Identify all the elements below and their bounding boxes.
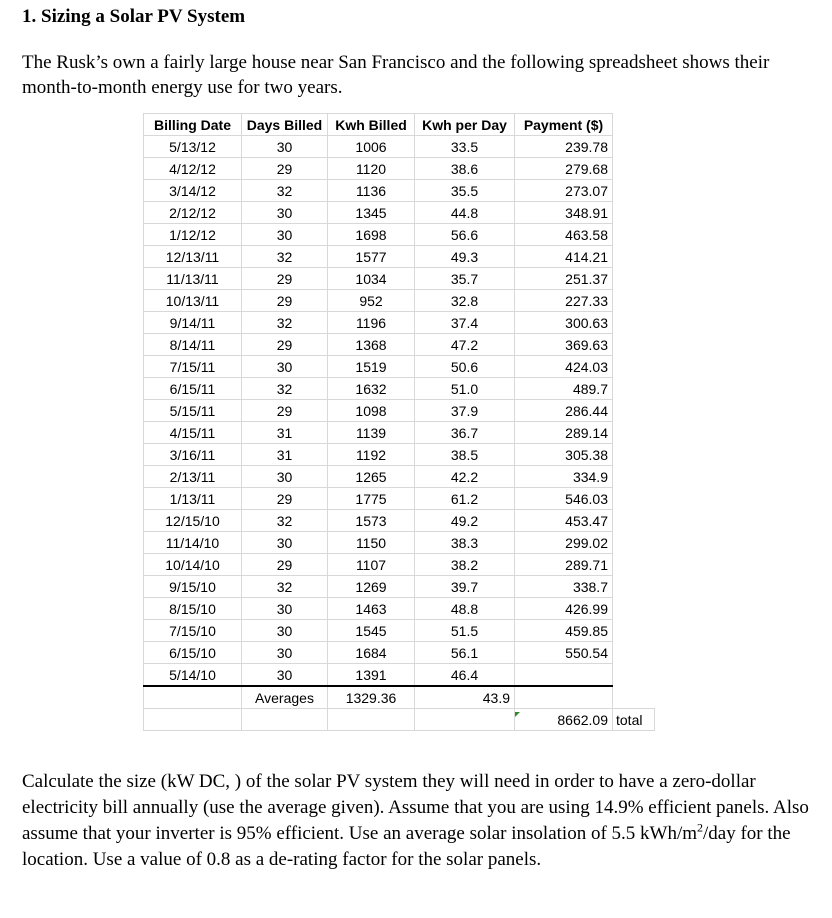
payment-cell: 453.47 bbox=[515, 510, 613, 532]
days-billed-cell: 29 bbox=[242, 158, 328, 180]
payment-cell: 279.68 bbox=[515, 158, 613, 180]
row-extra-empty bbox=[613, 532, 655, 554]
row-extra-empty bbox=[613, 510, 655, 532]
billing-date-cell: 11/14/10 bbox=[144, 532, 242, 554]
row-extra-empty bbox=[613, 576, 655, 598]
question-superscript: 2 bbox=[697, 820, 704, 835]
payment-cell: 227.33 bbox=[515, 290, 613, 312]
days-billed-cell: 30 bbox=[242, 598, 328, 620]
kwh-per-day-cell: 50.6 bbox=[415, 356, 515, 378]
kwh-billed-cell: 1120 bbox=[328, 158, 415, 180]
table-row bbox=[144, 664, 655, 687]
payment-cell: 546.03 bbox=[515, 488, 613, 510]
table-row bbox=[144, 312, 655, 334]
row-extra-empty bbox=[613, 356, 655, 378]
averages-label: Averages bbox=[242, 686, 328, 709]
payment-cell: 289.71 bbox=[515, 554, 613, 576]
billing-date-cell: 3/16/11 bbox=[144, 444, 242, 466]
payment-cell: 426.99 bbox=[515, 598, 613, 620]
total-empty-cell-1 bbox=[144, 709, 242, 731]
payment-cell: 286.44 bbox=[515, 400, 613, 422]
total-empty-cell-3 bbox=[328, 709, 415, 731]
table-row bbox=[144, 422, 655, 444]
billing-date-cell: 7/15/11 bbox=[144, 356, 242, 378]
payment-cell: 289.14 bbox=[515, 422, 613, 444]
kwh-billed-cell: 1775 bbox=[328, 488, 415, 510]
days-billed-cell: 30 bbox=[242, 532, 328, 554]
payment-cell: 338.7 bbox=[515, 576, 613, 598]
row-extra-empty bbox=[613, 158, 655, 180]
averages-row bbox=[144, 686, 655, 709]
kwh-billed-cell: 1192 bbox=[328, 444, 415, 466]
kwh-billed-cell: 1345 bbox=[328, 202, 415, 224]
kwh-per-day-cell: 49.2 bbox=[415, 510, 515, 532]
table-row bbox=[144, 158, 655, 180]
row-extra-empty bbox=[613, 664, 655, 687]
days-billed-cell: 32 bbox=[242, 180, 328, 202]
kwh-per-day-cell: 38.5 bbox=[415, 444, 515, 466]
billing-date-cell: 11/13/11 bbox=[144, 268, 242, 290]
row-extra-empty bbox=[613, 554, 655, 576]
billing-date-cell: 12/15/10 bbox=[144, 510, 242, 532]
payment-cell: 239.78 bbox=[515, 136, 613, 158]
billing-date-cell: 7/15/10 bbox=[144, 620, 242, 642]
payment-cell: 348.91 bbox=[515, 202, 613, 224]
days-billed-cell: 29 bbox=[242, 334, 328, 356]
kwh-billed-cell: 1545 bbox=[328, 620, 415, 642]
days-billed-cell: 32 bbox=[242, 576, 328, 598]
kwh-per-day-cell: 35.7 bbox=[415, 268, 515, 290]
row-extra-empty bbox=[613, 224, 655, 246]
kwh-billed-cell: 1463 bbox=[328, 598, 415, 620]
days-billed-cell: 30 bbox=[242, 202, 328, 224]
days-billed-cell: 31 bbox=[242, 422, 328, 444]
kwh-per-day-cell: 56.1 bbox=[415, 642, 515, 664]
billing-date-cell: 2/13/11 bbox=[144, 466, 242, 488]
days-billed-cell: 30 bbox=[242, 620, 328, 642]
days-billed-cell: 29 bbox=[242, 400, 328, 422]
kwh-billed-cell: 1150 bbox=[328, 532, 415, 554]
kwh-billed-cell: 1632 bbox=[328, 378, 415, 400]
row-extra-empty bbox=[613, 444, 655, 466]
question-text-1: Calculate the size (kW DC, ) of the solar PV system they will need in order to have a zero-dollar electricity bill annually (use the average given). Assume that you are using 14.9% efficient panels. Also assume that your inverter is 95% efficient. Use an average solar insolation of 5.5 kWh/m bbox=[22, 771, 809, 844]
billing-date-cell: 4/12/12 bbox=[144, 158, 242, 180]
row-extra-empty bbox=[613, 180, 655, 202]
table-row bbox=[144, 290, 655, 312]
billing-date-cell: 4/15/11 bbox=[144, 422, 242, 444]
row-extra-empty bbox=[613, 312, 655, 334]
kwh-per-day-cell: 37.9 bbox=[415, 400, 515, 422]
billing-date-cell: 6/15/10 bbox=[144, 642, 242, 664]
billing-date-cell: 5/14/10 bbox=[144, 664, 242, 687]
kwh-billed-cell: 1006 bbox=[328, 136, 415, 158]
kwh-per-day-cell: 48.8 bbox=[415, 598, 515, 620]
header-billing-date: Billing Date bbox=[144, 114, 242, 136]
days-billed-cell: 30 bbox=[242, 356, 328, 378]
payment-cell: 251.37 bbox=[515, 268, 613, 290]
averages-payment-empty bbox=[515, 686, 613, 709]
kwh-per-day-cell: 42.2 bbox=[415, 466, 515, 488]
header-payment: Payment ($) bbox=[515, 114, 613, 136]
average-kwh-billed: 1329.36 bbox=[328, 686, 415, 709]
kwh-billed-cell: 1269 bbox=[328, 576, 415, 598]
row-extra-empty bbox=[613, 466, 655, 488]
days-billed-cell: 32 bbox=[242, 378, 328, 400]
kwh-billed-cell: 952 bbox=[328, 290, 415, 312]
kwh-per-day-cell: 44.8 bbox=[415, 202, 515, 224]
row-extra-empty bbox=[613, 620, 655, 642]
payment-cell bbox=[515, 664, 613, 687]
payment-cell: 459.85 bbox=[515, 620, 613, 642]
total-label: total bbox=[613, 709, 655, 731]
total-empty-cell-2 bbox=[242, 709, 328, 731]
table-row bbox=[144, 466, 655, 488]
averages-empty-cell bbox=[144, 686, 242, 709]
total-payment: 8662.09 bbox=[557, 711, 608, 728]
billing-date-cell: 5/13/12 bbox=[144, 136, 242, 158]
kwh-per-day-cell: 46.4 bbox=[415, 664, 515, 687]
billing-date-cell: 10/13/11 bbox=[144, 290, 242, 312]
billing-date-cell: 6/15/11 bbox=[144, 378, 242, 400]
kwh-billed-cell: 1519 bbox=[328, 356, 415, 378]
kwh-per-day-cell: 39.7 bbox=[415, 576, 515, 598]
table-row bbox=[144, 334, 655, 356]
row-extra-empty bbox=[613, 378, 655, 400]
table-row bbox=[144, 598, 655, 620]
billing-date-cell: 5/15/11 bbox=[144, 400, 242, 422]
kwh-per-day-cell: 35.5 bbox=[415, 180, 515, 202]
table-row bbox=[144, 246, 655, 268]
payment-cell: 305.38 bbox=[515, 444, 613, 466]
kwh-per-day-cell: 49.3 bbox=[415, 246, 515, 268]
table-row bbox=[144, 532, 655, 554]
days-billed-cell: 30 bbox=[242, 664, 328, 687]
table-row bbox=[144, 136, 655, 158]
payment-cell: 489.7 bbox=[515, 378, 613, 400]
payment-cell: 424.03 bbox=[515, 356, 613, 378]
payment-cell: 300.63 bbox=[515, 312, 613, 334]
table-row bbox=[144, 202, 655, 224]
header-kwh-per-day: Kwh per Day bbox=[415, 114, 515, 136]
billing-date-cell: 9/14/11 bbox=[144, 312, 242, 334]
row-extra-empty bbox=[613, 488, 655, 510]
days-billed-cell: 32 bbox=[242, 246, 328, 268]
days-billed-cell: 32 bbox=[242, 510, 328, 532]
kwh-per-day-cell: 38.3 bbox=[415, 532, 515, 554]
kwh-billed-cell: 1391 bbox=[328, 664, 415, 687]
kwh-billed-cell: 1196 bbox=[328, 312, 415, 334]
kwh-billed-cell: 1265 bbox=[328, 466, 415, 488]
kwh-billed-cell: 1136 bbox=[328, 180, 415, 202]
row-extra-empty bbox=[613, 290, 655, 312]
billing-date-cell: 8/14/11 bbox=[144, 334, 242, 356]
table-row bbox=[144, 510, 655, 532]
kwh-billed-cell: 1684 bbox=[328, 642, 415, 664]
kwh-per-day-cell: 51.5 bbox=[415, 620, 515, 642]
billing-date-cell: 1/12/12 bbox=[144, 224, 242, 246]
error-indicator-icon bbox=[515, 712, 520, 717]
kwh-billed-cell: 1139 bbox=[328, 422, 415, 444]
table-row bbox=[144, 488, 655, 510]
days-billed-cell: 32 bbox=[242, 312, 328, 334]
intro-paragraph: The Rusk’s own a fairly large house near San Francisco and the following spreadsheet shows their month-to-month energy use for two years. bbox=[22, 52, 770, 98]
days-billed-cell: 30 bbox=[242, 136, 328, 158]
kwh-per-day-cell: 56.6 bbox=[415, 224, 515, 246]
row-extra-empty bbox=[613, 268, 655, 290]
kwh-billed-cell: 1034 bbox=[328, 268, 415, 290]
days-billed-cell: 29 bbox=[242, 554, 328, 576]
average-kwh-per-day: 43.9 bbox=[415, 686, 515, 709]
kwh-billed-cell: 1698 bbox=[328, 224, 415, 246]
table-row bbox=[144, 400, 655, 422]
billing-date-cell: 10/14/10 bbox=[144, 554, 242, 576]
payment-cell: 273.07 bbox=[515, 180, 613, 202]
days-billed-cell: 29 bbox=[242, 268, 328, 290]
billing-date-cell: 9/15/10 bbox=[144, 576, 242, 598]
kwh-per-day-cell: 32.8 bbox=[415, 290, 515, 312]
billing-date-cell: 2/12/12 bbox=[144, 202, 242, 224]
table-row bbox=[144, 268, 655, 290]
payment-cell: 550.54 bbox=[515, 642, 613, 664]
kwh-per-day-cell: 51.0 bbox=[415, 378, 515, 400]
kwh-per-day-cell: 36.7 bbox=[415, 422, 515, 444]
kwh-per-day-cell: 33.5 bbox=[415, 136, 515, 158]
averages-extra-empty bbox=[613, 686, 655, 709]
table-body bbox=[144, 136, 655, 687]
days-billed-cell: 29 bbox=[242, 488, 328, 510]
kwh-billed-cell: 1107 bbox=[328, 554, 415, 576]
table-row bbox=[144, 620, 655, 642]
row-extra-empty bbox=[613, 598, 655, 620]
total-empty-cell-4 bbox=[415, 709, 515, 731]
kwh-per-day-cell: 47.2 bbox=[415, 334, 515, 356]
question-text-2: /day for the location. Use a value of 0.8 as a de-rating factor for the solar panels. bbox=[22, 823, 791, 870]
billing-date-cell: 1/13/11 bbox=[144, 488, 242, 510]
billing-date-cell: 12/13/11 bbox=[144, 246, 242, 268]
billing-date-cell: 8/15/10 bbox=[144, 598, 242, 620]
table-row bbox=[144, 356, 655, 378]
question-paragraph bbox=[22, 769, 822, 873]
payment-cell: 334.9 bbox=[515, 466, 613, 488]
payment-cell: 299.02 bbox=[515, 532, 613, 554]
energy-use-table bbox=[143, 113, 655, 731]
kwh-per-day-cell: 38.6 bbox=[415, 158, 515, 180]
days-billed-cell: 31 bbox=[242, 444, 328, 466]
kwh-per-day-cell: 37.4 bbox=[415, 312, 515, 334]
row-extra-empty bbox=[613, 136, 655, 158]
kwh-billed-cell: 1368 bbox=[328, 334, 415, 356]
header-days-billed: Days Billed bbox=[242, 114, 328, 136]
table-row bbox=[144, 378, 655, 400]
table-header-row bbox=[144, 114, 655, 136]
table-row bbox=[144, 554, 655, 576]
kwh-billed-cell: 1577 bbox=[328, 246, 415, 268]
kwh-billed-cell: 1098 bbox=[328, 400, 415, 422]
energy-use-table-container bbox=[143, 113, 655, 731]
row-extra-empty bbox=[613, 334, 655, 356]
table-row bbox=[144, 224, 655, 246]
kwh-billed-cell: 1573 bbox=[328, 510, 415, 532]
table-row bbox=[144, 642, 655, 664]
payment-cell: 369.63 bbox=[515, 334, 613, 356]
payment-cell: 463.58 bbox=[515, 224, 613, 246]
header-empty-cell bbox=[613, 114, 655, 136]
days-billed-cell: 30 bbox=[242, 466, 328, 488]
total-row bbox=[144, 709, 655, 731]
kwh-per-day-cell: 38.2 bbox=[415, 554, 515, 576]
row-extra-empty bbox=[613, 400, 655, 422]
row-extra-empty bbox=[613, 642, 655, 664]
days-billed-cell: 30 bbox=[242, 642, 328, 664]
total-payment-cell bbox=[515, 709, 613, 731]
row-extra-empty bbox=[613, 246, 655, 268]
payment-cell: 414.21 bbox=[515, 246, 613, 268]
table-row bbox=[144, 444, 655, 466]
section-title: 1. Sizing a Solar PV System bbox=[22, 6, 246, 27]
header-kwh-billed: Kwh Billed bbox=[328, 114, 415, 136]
billing-date-cell: 3/14/12 bbox=[144, 180, 242, 202]
days-billed-cell: 30 bbox=[242, 224, 328, 246]
kwh-per-day-cell: 61.2 bbox=[415, 488, 515, 510]
days-billed-cell: 29 bbox=[242, 290, 328, 312]
row-extra-empty bbox=[613, 202, 655, 224]
table-row bbox=[144, 180, 655, 202]
table-row bbox=[144, 576, 655, 598]
row-extra-empty bbox=[613, 422, 655, 444]
